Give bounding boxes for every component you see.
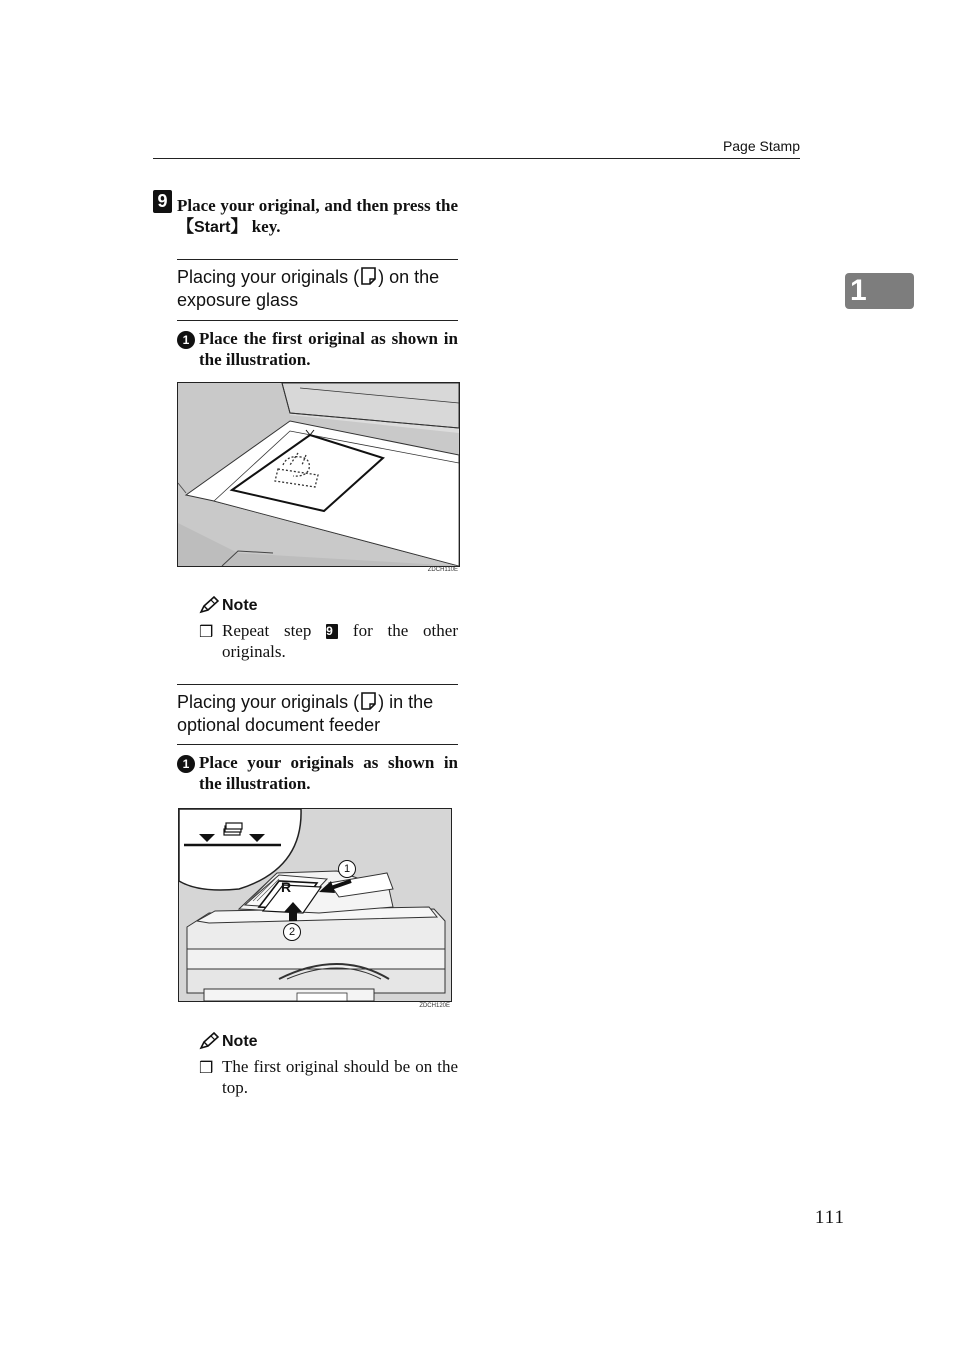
page-number: 111 [814, 1207, 845, 1228]
section2-note-text: The first original should be on the top. [222, 1057, 458, 1097]
section2-bottom-rule [177, 744, 458, 745]
note-pencil-icon [199, 1032, 219, 1050]
key-bracket-close: 】 [230, 217, 248, 236]
step-text-before: Place your original, and then press the [177, 196, 458, 215]
section1-note-after: for the other originals. [222, 621, 458, 661]
section2-title-before: Placing your originals ( [177, 692, 360, 712]
section1-note-before: Repeat step [222, 621, 327, 640]
key-bracket-open: 【 [177, 217, 194, 236]
section1-instruction: Place the first original as shown in the illustration. [199, 329, 458, 369]
step-instruction [177, 195, 458, 238]
section1-title-before: Placing your originals ( [177, 267, 360, 287]
exposure-glass-illustration [177, 382, 460, 567]
header-rule [153, 158, 800, 159]
section1-note-step: 9 [326, 624, 338, 639]
section1-bottom-rule [177, 320, 458, 321]
section2-title [177, 691, 462, 737]
section1-title [177, 266, 462, 312]
push-up-arrow-icon [283, 901, 303, 923]
section1-note-checkbox: ❒ [199, 624, 214, 641]
running-header: Page Stamp [722, 138, 800, 154]
step-text-after: key. [247, 217, 281, 236]
section2-instruction: Place your originals as shown in the illustration. [199, 753, 458, 793]
document-feeder-illustration [178, 808, 452, 1002]
callout-2: 2 [283, 923, 301, 941]
exposure-glass-drawing [178, 383, 459, 566]
original-orientation-icon [361, 267, 376, 285]
section1-title-after: ) on the exposure glass [177, 267, 440, 310]
section2-bullet: 1 [177, 755, 195, 773]
figure2-code: ZDCH120E [419, 1003, 450, 1009]
chapter-tab: 1 [845, 273, 914, 309]
section2-top-rule [177, 684, 458, 685]
section1-note-text [222, 620, 458, 662]
section1-note-heading: Note [222, 597, 258, 614]
original-orientation-icon [361, 692, 376, 710]
callout-1: 1 [338, 860, 356, 878]
section2-note-heading: Note [222, 1033, 258, 1050]
note-pencil-icon [199, 596, 219, 614]
insert-arrow-icon [317, 877, 353, 897]
figure1-code: ZDCH110E [427, 567, 458, 573]
section2-note-checkbox: ❒ [199, 1060, 214, 1077]
section1-bullet: 1 [177, 331, 195, 349]
step-number: 9 [153, 190, 172, 213]
original-letter: R [281, 879, 292, 895]
start-key-label: Start [194, 219, 231, 236]
section2-title-after: ) in the optional document feeder [177, 692, 434, 735]
section1-top-rule [177, 259, 458, 260]
